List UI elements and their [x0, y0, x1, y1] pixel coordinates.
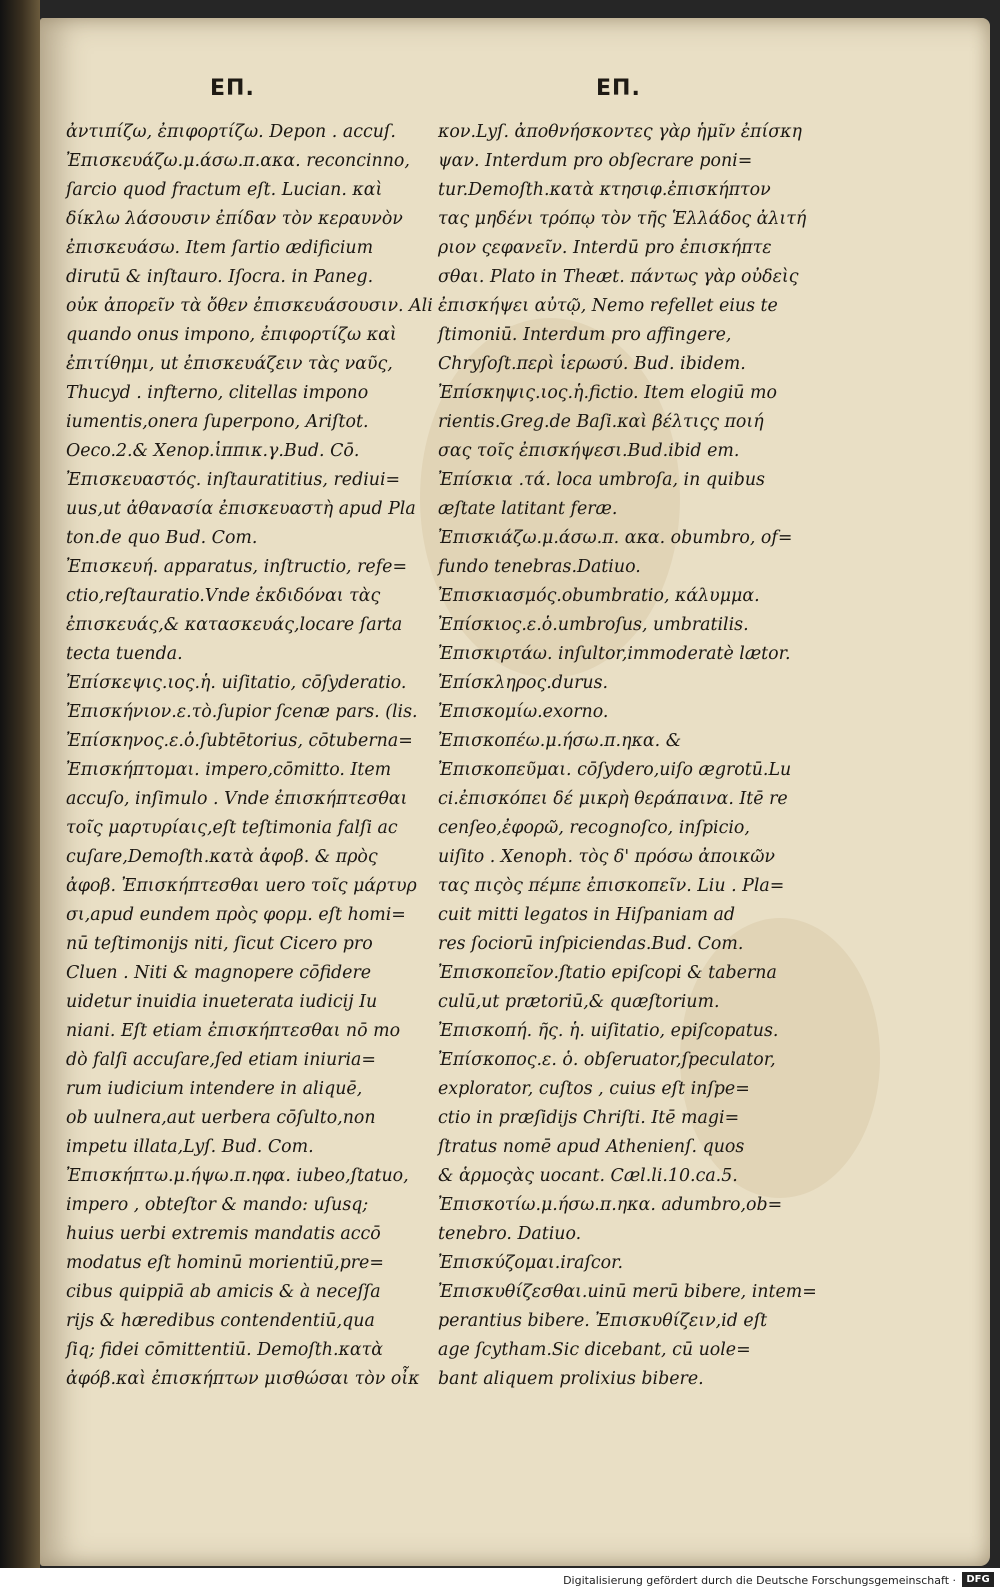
- text-line: Chryſoſt.περὶ ἱερωσύ. Bud. ibidem.: [438, 354, 746, 374]
- text-line: Ἐπίσκιος.ε.ὁ.umbroſus, umbratilis.: [438, 615, 749, 635]
- text-line: Ἐπισκοτίω.μ.ήσω.π.ηκα. adumbro,ob=: [438, 1195, 783, 1215]
- text-line: ἐπισκήψει αὐτῷ, Nemo refellet eius te: [438, 296, 778, 316]
- text-line: ſarcio quod fractum eſt. Lucian. καὶ: [66, 180, 383, 200]
- text-line: Ἐπισκύζομαι.iraſcor.: [438, 1253, 624, 1273]
- text-line: Ἐπισκήπτω.μ.ήψω.π.ηφα. iubeo,ſtatuo,: [66, 1166, 409, 1186]
- text-line: cibus quippiā ab amicis & à neceſſa: [66, 1282, 381, 1302]
- text-line: Cluen . Niti & magnopere cōfidere: [66, 963, 372, 983]
- text-line: ψαν. Interdum pro obſecrare poni=: [438, 151, 753, 171]
- text-line: impetu illata,Lyſ. Bud. Com.: [66, 1137, 314, 1157]
- right-column-text: [438, 118, 817, 1394]
- text-line: σι,apud eundem πρὸς φορμ. eſt homi=: [66, 905, 406, 925]
- text-line: ἀφοβ. Ἐπισκήπτεσθαι uero τοῖς μάρτυρ: [66, 876, 417, 896]
- text-line: accuſo, inſimulo . Vnde ἐπισκήπτεσθαι: [66, 789, 408, 809]
- text-line: cuit mitti legatos in Hiſpaniam ad: [438, 905, 736, 925]
- text-line: niani. Eſt etiam ἐπισκήπτεσθαι nō mo: [66, 1021, 401, 1041]
- text-line: Ἐπισκοπεῖον.ſtatio epiſcopi & taberna: [438, 963, 777, 983]
- text-line: Ἐπίσκληρος.durus.: [438, 673, 609, 693]
- dfg-logo: DFG: [962, 1572, 994, 1587]
- text-line: explorator, cuſtos , cuius eſt inſpe=: [438, 1079, 750, 1099]
- running-head-right: ЕΠ.: [596, 76, 641, 101]
- text-line: impero , obteſtor & mando: uſusq;: [66, 1195, 369, 1215]
- text-line: ἐπισκευάσω. Item ſartio ædificium: [66, 238, 374, 258]
- text-line: κον.Lyſ. ἀποθνήσκοντες γὰρ ἡμῖν ἐπίσκη: [438, 122, 802, 142]
- text-line: ἐπισκευάς,& κατασκευάς,locare ſarta: [66, 615, 403, 635]
- text-line: rum iudicium intendere in aliquē,: [66, 1079, 363, 1099]
- text-line: rientis.Greg.de Baſi.καὶ βέλτιςς ποιή: [438, 412, 764, 432]
- text-line: ριον ςεφανεῖν. Interdū pro ἐπισκήπτε: [438, 238, 772, 258]
- text-line: res ſociorū inſpiciendas.Bud. Com.: [438, 934, 744, 954]
- text-line: Ἐπισκυθίζεσθαι.uinū merū bibere, intem=: [438, 1282, 817, 1302]
- text-line: bant aliquem prolixius bibere.: [438, 1369, 704, 1389]
- text-line: uus,ut ἀθανασία ἐπισκευαστὴ apud Pla: [66, 499, 416, 519]
- text-line: Ἐπίσκεψις.ιος.ἡ. uiſitatio, cōſyderatio.: [66, 673, 407, 693]
- text-line: τας μηδένι τρόπῳ τὸν τῆς Ἑλλάδος ἀλιτή: [438, 209, 807, 229]
- text-line: Ἐπισκευή. apparatus, inſtructio, refe=: [66, 557, 408, 577]
- text-line: Ἐπισκομίω.exorno.: [438, 702, 609, 722]
- text-line: uiſito . Xenoph. τὸς δ' πρόσω ἀποικῶν: [438, 847, 775, 867]
- text-line: quando onus impono, ἐπιφορτίζω καὶ: [66, 325, 397, 345]
- text-line: Ἐπισκήνιον.ε.τὸ.ſupior ſcenæ pars. (lis.: [66, 702, 418, 722]
- text-line: Ἐπισκοπή. ῆς. ἡ. uiſitatio, epiſcopatus.: [438, 1021, 779, 1041]
- text-line: uidetur inuidia inueterata iudicij Iu: [66, 992, 378, 1012]
- text-line: Ἐπισκευαστός. inſtauratitius, rediui=: [66, 470, 401, 490]
- text-line: σθαι. Plato in Theæt. πάντως γὰρ οὐδεὶς: [438, 267, 799, 287]
- text-line: Ἐπίσκηψις.ιος.ἡ.fictio. Item elogiū mo: [438, 383, 777, 403]
- text-line: dò falſi accuſare,ſed etiam iniuria=: [66, 1050, 376, 1070]
- text-line: huius uerbi extremis mandatis accō: [66, 1224, 381, 1244]
- text-line: nū teſtimonijs niti, ſicut Cicero pro: [66, 934, 373, 954]
- text-line: cenſeo,ἐφορῶ, recognoſco, inſpicio,: [438, 818, 750, 838]
- text-line: Ἐπίσκια .τά. loca umbroſa, in quibus: [438, 470, 765, 490]
- text-line: Ἐπισκήπτομαι. impero,cōmitto. Item: [66, 760, 392, 780]
- text-line: culū,ut prætoriū,& quæſtorium.: [438, 992, 720, 1012]
- text-line: Ἐπισκιρτάω. inſultor,immoderatè lætor.: [438, 644, 791, 664]
- text-line: iumentis,onera ſuperpono, Ariſtot.: [66, 412, 369, 432]
- text-line: Ἐπίσκοπος.ε. ὁ. obſeruator,ſpeculator,: [438, 1050, 776, 1070]
- text-line: ἀντιπίζω, ἐπιφορτίζω. Depon . accuſ.: [66, 122, 396, 142]
- text-line: οὐκ ἀπορεῖν τὰ ὄθεν ἐπισκευάσουσιν. Ali: [66, 296, 433, 316]
- text-line: dirutū & inſtauro. Iſocra. in Paneg.: [66, 267, 374, 287]
- text-line: Ἐπισκιάζω.μ.άσω.π. ακα. obumbro, of=: [438, 528, 793, 548]
- text-line: ſiq; fidei cōmittentiū. Demoſth.κατὰ: [66, 1340, 384, 1360]
- text-line: ἀφόβ.καὶ ἐπισκήπτων μισθώσαι τὸν οἶκ: [66, 1369, 420, 1389]
- text-line: Ἐπίσκηνος.ε.ὁ.ſubtētorius, cōtuberna=: [66, 731, 413, 751]
- text-line: Ἐπισκοπέω.μ.ήσω.π.ηκα. &: [438, 731, 682, 751]
- text-line: fundo tenebras.Datiuo.: [438, 557, 641, 577]
- text-line: ton.de quo Bud. Com.: [66, 528, 258, 548]
- text-line: Ἐπισκευάζω.μ.άσω.π.ακα. reconcinno,: [66, 151, 410, 171]
- text-line: τοῖς μαρτυρίαις,eſt teſtimonia falſi ac: [66, 818, 398, 838]
- text-line: æſtate latitant feræ.: [438, 499, 618, 519]
- text-line: modatus eſt hominū morientiū,pre=: [66, 1253, 384, 1273]
- text-line: Thucyd . infterno, clitellas impono: [66, 383, 369, 403]
- text-line: tur.Demoſth.κατὰ κτησιφ.ἐπισκήπτον: [438, 180, 771, 200]
- text-line: σας τοῖς ἐπισκήψεσι.Bud.ibid em.: [438, 441, 740, 461]
- text-line: Oeco.2.& Xenop.ἱππικ.γ.Bud. Cō.: [66, 441, 360, 461]
- text-line: ctio in præſidijs Chriſti. Itē magi=: [438, 1108, 740, 1128]
- text-line: ci.ἐπισκόπει δέ μικρὴ θεράπαινα. Itē re: [438, 789, 788, 809]
- text-line: perantius bibere. Ἐπισκυθίζειν,id eſt: [438, 1311, 768, 1331]
- running-head-left: ЕΠ.: [210, 76, 255, 101]
- text-line: ctio,reſtauratio.Vnde ἐκδιδόναι τὰς: [66, 586, 381, 606]
- book-page: [40, 18, 990, 1566]
- text-line: ſtratus nomē apud Athenienſ. quos: [438, 1137, 745, 1157]
- text-line: & ἁρμοςὰς uocant. Cæl.li.10.ca.5.: [438, 1166, 738, 1186]
- text-line: age ſcytham.Sic dicebant, cū uole=: [438, 1340, 751, 1360]
- text-line: cuſare,Demoſth.κατὰ ἀφοβ. & πρὸς: [66, 847, 378, 867]
- text-line: tecta tuenda.: [66, 644, 183, 664]
- text-line: ἐπιτίθημι, ut ἐπισκευάζειν τὰς ναῦς,: [66, 354, 393, 374]
- text-line: τας πιςὸς πέμπε ἐπισκοπεῖν. Liu . Pla=: [438, 876, 785, 896]
- left-column-text: [66, 118, 433, 1394]
- text-line: tenebro. Datiuo.: [438, 1224, 582, 1244]
- text-line: Ἐπισκοπεῦμαι. cōſydero,uiſo ægrotū.Lu: [438, 760, 792, 780]
- book-binding: [0, 0, 40, 1568]
- text-line: rijs & hæredibus contendentiū,qua: [66, 1311, 375, 1331]
- text-line: ſtimoniū. Interdum pro affingere,: [438, 325, 732, 345]
- text-line: δίκλω λάσουσιν ἐπίδαν τὸν κεραυνὸν: [66, 209, 403, 229]
- footer-credit: Digitalisierung gefördert durch die Deutsche Forschungsgemeinschaft ·: [563, 1574, 956, 1587]
- text-line: Ἐπισκιασμός.obumbratio, κάλυμμα.: [438, 586, 760, 606]
- text-line: ob uulnera,aut uerbera cōſulto,non: [66, 1108, 376, 1128]
